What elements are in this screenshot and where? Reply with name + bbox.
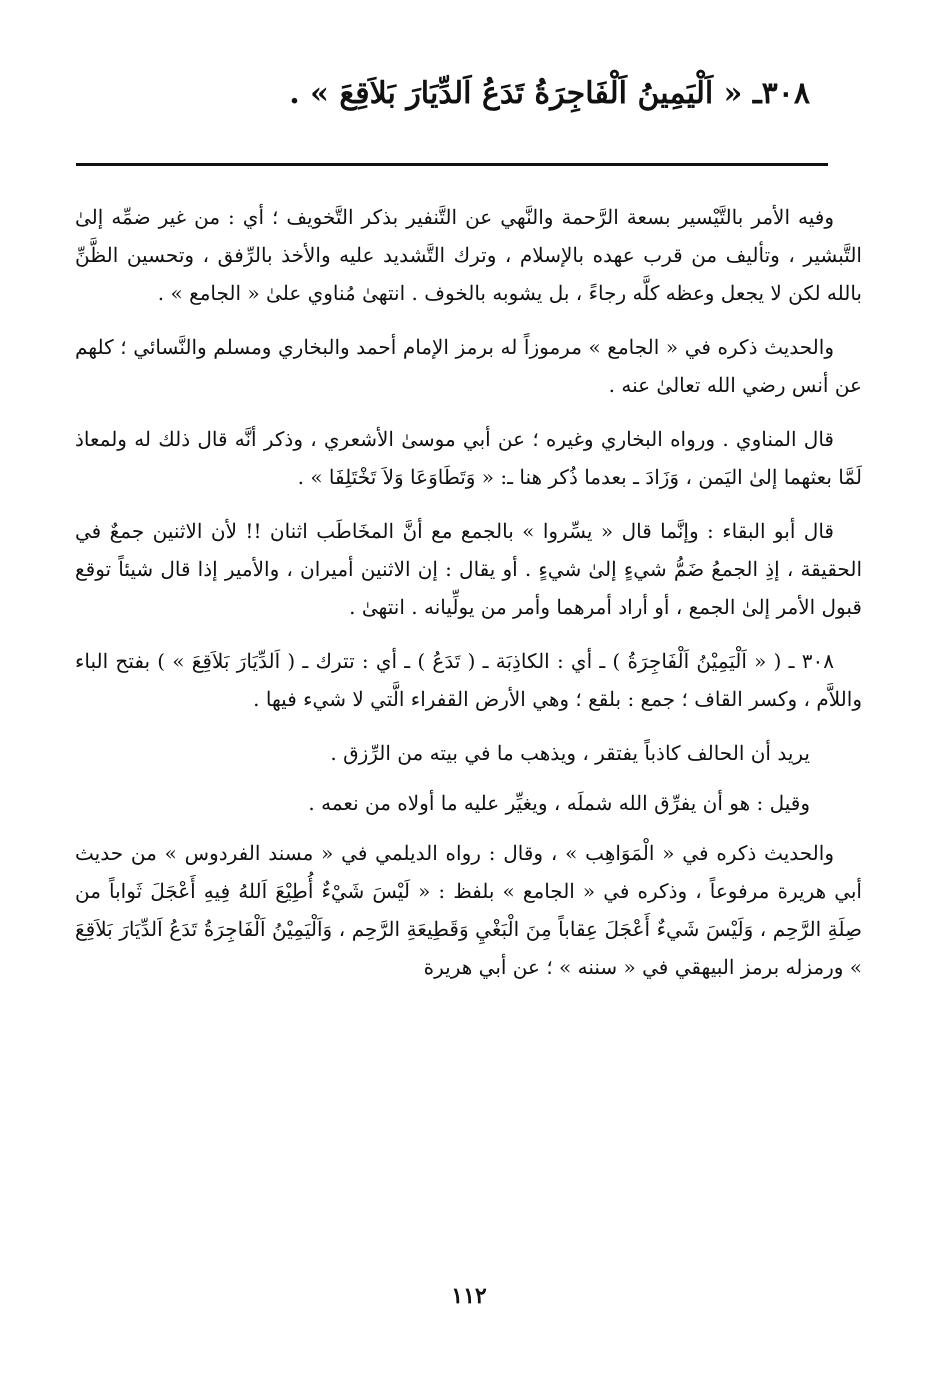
paragraph-3: قال المناوي . ورواه البخاري وغيره ؛ عن أبي موسىٰ الأشعري ، وذكر أنَّه قال ذلك له ولمعاذ لَمَّا بعثهما إلىٰ اليَمن ، وَزَادَ ـ بعدما ذُكر هنا ـ: « وَتَطَاوَعَا وَلاَ تَخْتَلِفَا » .	[75, 427, 862, 489]
paragraph-8: والحديث ذكره في « الْمَوَاهِب » ، وقال : رواه الديلمي في « مسند الفردوس » من حديث أبي هريرة مرفوعاً ، وذكره في « الجامع » بلفظ : « لَيْسَ شَيْءٌ أُطِيْعَ اَللهُ فِيهِ أَعْجَلَ ثَواباً من صِلَةِ الرَّحِم ، وَلَيْسَ شَيءٌ أَعْجَلَ عِقاباً مِنَ الْبَغْيِ وَقَطِيعَةِ الرَّحِم ، وَاَلْيَمِيْنُ اَلْفَاجِرَةُ تَدَعُ اَلدِّيَارَ بَلاَقِعَ » ورمزله برمز البيهقي في « سننه » ؛ عن أبي هريرة	[75, 841, 862, 979]
paragraph-1: وفيه الأمر بالتَّيْسير بسعة الرَّحمة والنَّهي عن التَّنفير بذكر التَّخويف ؛ أي : من غير ضمِّه إلىٰ التَّبشير ، وتأليف من قرب عهده بالإسلام ، وترك التَّشديد عليه والأخذ بالرِّفق ، وتحسين الظَّنِّ بالله لكن لا يجعل وعظه كلَّه رجاءً ، بل يشوبه بالخوف . انتهىٰ مُناوي علىٰ « الجامع » .	[75, 205, 862, 305]
paragraph-7: وقيل : هو أن يفرِّق الله شملَه ، ويغيِّر عليه ما أولاه من نعمه .	[308, 791, 810, 815]
paragraph-6: يريد أن الحالف كاذباً يفتقر ، ويذهب ما في بيته من الرِّزق .	[330, 741, 810, 765]
paragraph-5: ٣٠٨ ـ ( « اَلْيَمِيْنُ اَلْفَاجِرَةُ ) ـ أي : الكاذِبَة ـ ( تَدَعُ ) ـ أي : تترك ـ ( اَلدِّيَارَ بَلاَقِعَ » ) بفتح الباء واللاَّم ، وكسر القاف ؛ جمع : بلقع ؛ وهي الأرض القفراء الَّتي لا شيء فيها .	[75, 649, 862, 711]
page-number: ١١٢	[451, 1283, 487, 1309]
paragraph-2: والحديث ذكره في « الجامع » مرموزاً له برمز الإمام أحمد والبخاري ومسلم والنَّسائي ؛ كلهم عن أنس رضي الله تعالىٰ عنه .	[75, 335, 862, 397]
heading-divider	[76, 163, 828, 166]
body-text	[75, 198, 862, 1002]
section-heading: ٣٠٨ـ « اَلْيَمِينُ اَلْفَاجِرَةُ تَدَعُ اَلدِّيَارَ بَلاَقِعَ » .	[289, 76, 810, 111]
paragraph-4: قال أبو البقاء : وإنَّما قال « يسِّروا » بالجمع مع أنَّ المخَاطَب اثنان !! لأن الاثنين جمعٌ في الحقيقة ، إذِ الجمعُ ضَمُّ شيءٍ إلىٰ شيءٍ . أو يقال : إن الاثنين أميران ، والأمير إذا قال شيئاً توقع قبول الأمر إلىٰ الجمع ، أو أراد أمرهما وأمر من يولِّيانه . انتهىٰ .	[75, 519, 862, 619]
